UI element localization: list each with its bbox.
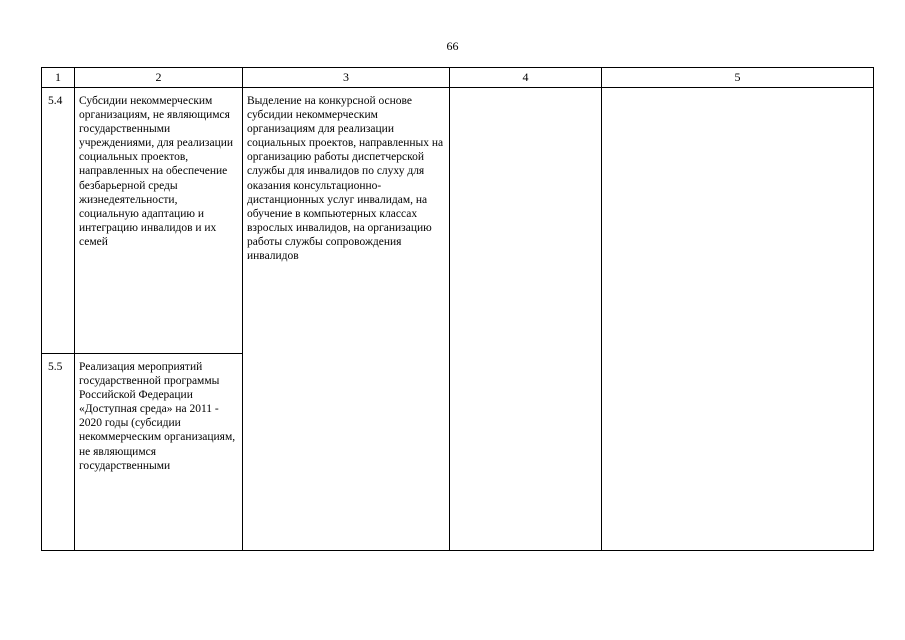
- header-cell-3: 3: [243, 68, 450, 88]
- row-col4: [450, 88, 602, 551]
- row-number: 5.5: [42, 354, 75, 551]
- program-table: [41, 67, 874, 551]
- row-description: [243, 88, 450, 551]
- row-description-text: Выделение на конкурсной основе субсидии некоммерческим организациям для реализации социальных проектов, направленных на организацию работы диспетчерской службы для инвалидов по слуху для оказания консультационно-дистанционных услуг инвалидам, на обучение в компьютерных классах взрослых инвалидов, на организацию работы службы сопровождения инвалидов: [247, 95, 444, 263]
- row-name: [75, 354, 243, 551]
- table-row: [42, 88, 874, 354]
- row-name-text: Реализация мероприятий государственной программы Российской Федерации «Доступная среда» на 2011 - 2020 годы (субсидии некоммерческим организациям, не являющимся государственными: [79, 361, 236, 472]
- row-number: 5.4: [42, 88, 75, 354]
- page-number: 66: [446, 39, 459, 53]
- table-header-row: [42, 68, 874, 88]
- header-cell-4: 4: [450, 68, 602, 88]
- header-cell-1: 1: [42, 68, 75, 88]
- row-col5: [602, 88, 874, 551]
- header-cell-2: 2: [75, 68, 243, 88]
- row-name: [75, 88, 243, 354]
- header-cell-5: 5: [602, 68, 874, 88]
- row-name-text: Субсидии некоммерческим организациям, не являющимся государственными учреждениями, для реализации социальных проектов, направленных на обеспечение безбарьерной среды жизнедеятельности, социальную адаптацию и интеграцию инвалидов и их семей: [79, 95, 234, 248]
